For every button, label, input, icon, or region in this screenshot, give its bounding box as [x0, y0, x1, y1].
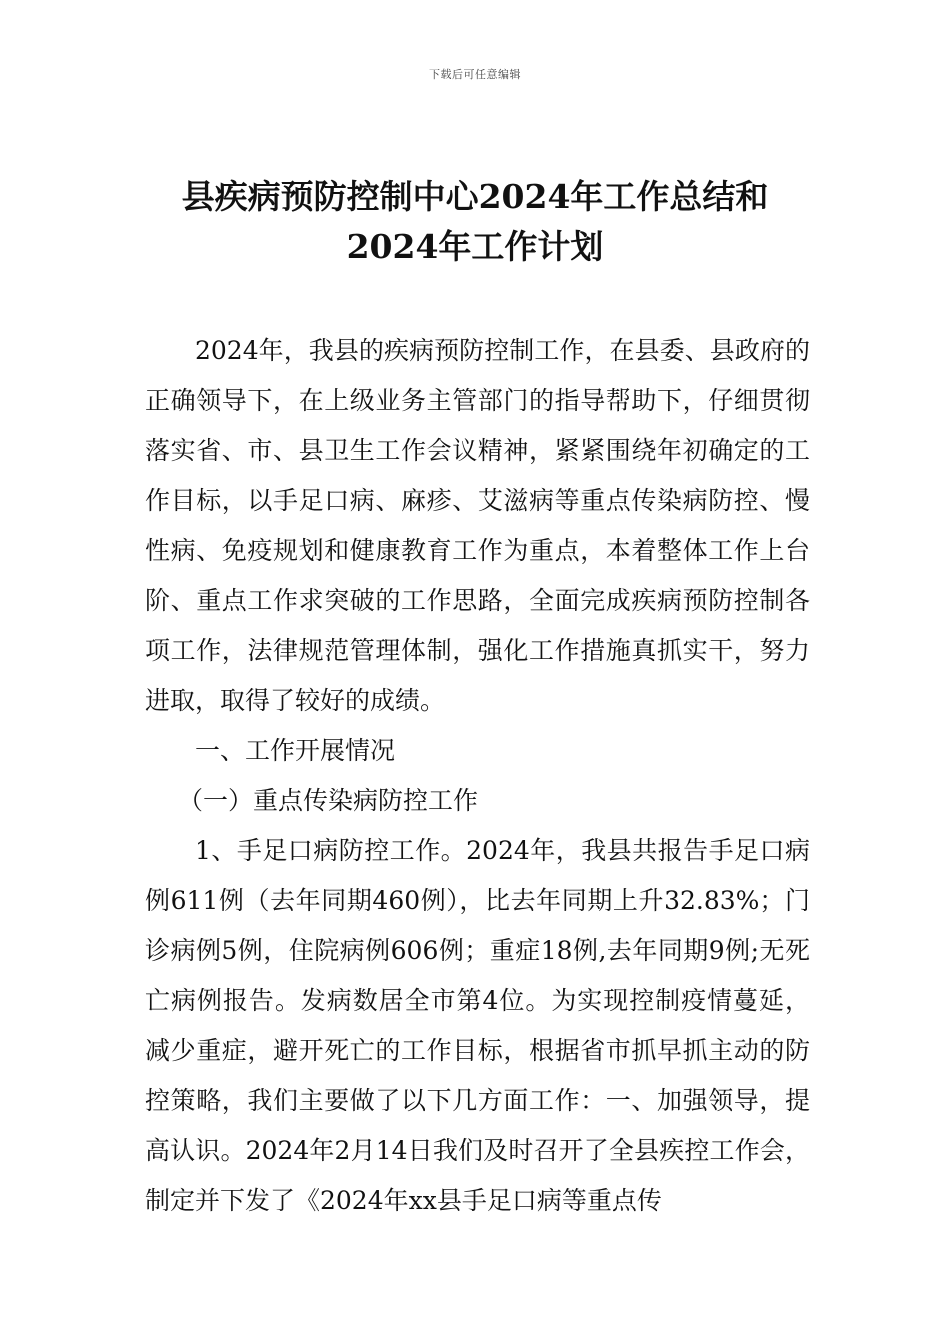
page-header-note: 下载后可任意编辑 [429, 68, 521, 81]
document-body [145, 326, 810, 1226]
item1-paragraph: 1、手足口病防控工作。2024年，我县共报告手足口病例611例（去年同期460例），比去年同期上升32.83%；门诊病例5例，住院病例606例；重症18例,去年同期9例;无死亡病例报告。发病数居全市第4位。为实现控制疫情蔓延，减少重症，避开死亡的工作目标，根据省市抓早抓主动的防控策略，我们主要做了以下几方面工作：一、加强领导，提高认识。2024年2月14日我们及时召开了全县疾控工作会，制定并下发了《2024年xx县手足口病等重点传 [145, 836, 810, 1215]
document-title [100, 172, 850, 272]
intro-paragraph: 2024年，我县的疾病预防控制工作，在县委、县政府的正确领导下，在上级业务主管部门的指导帮助下，仔细贯彻落实省、市、县卫生工作会议精神，紧紧围绕年初确定的工作目标，以手足口病、麻疹、艾滋病等重点传染病防控、慢性病、免疫规划和健康教育工作为重点，本着整体工作上台阶、重点工作求突破的工作思路，全面完成疾病预防控制各项工作，法律规范管理体制，强化工作措施真抓实干，努力进取，取得了较好的成绩。 [145, 336, 810, 715]
subsection-heading: （一）重点传染病防控工作 [178, 786, 479, 815]
title-line-2: 2024年工作计划 [346, 227, 604, 266]
title-line-1: 县疾病预防控制中心2024年工作总结和 [181, 177, 769, 216]
section-heading: 一、工作开展情况 [195, 736, 396, 765]
